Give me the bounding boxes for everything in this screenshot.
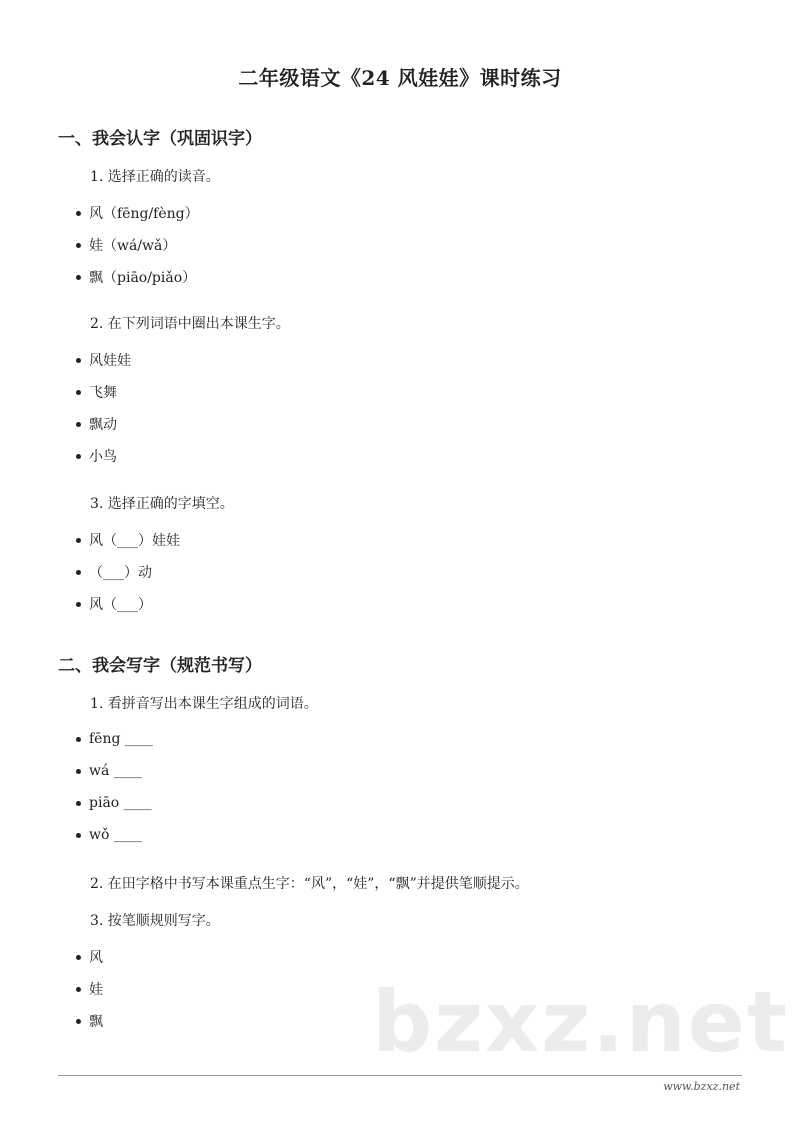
- list-item: [76, 414, 117, 434]
- question-2-1: 1. 看拼音写出本课生字组成的词语。: [90, 696, 318, 712]
- list-item-text: 风（fēng/fèng）: [89, 206, 199, 222]
- list-item-text: wǒ ____: [89, 827, 142, 843]
- list-item-text: 娃（wá/wǎ）: [89, 238, 177, 254]
- bullet-dot: [76, 769, 81, 774]
- list-item-text: 风: [89, 950, 103, 966]
- bullet-dot: [76, 390, 81, 395]
- list-item: [76, 562, 152, 582]
- bullet-dot: [76, 1019, 81, 1024]
- bullet-dot: [76, 275, 81, 280]
- page-title: 二年级语文《24 风娃娃》课时练习: [238, 66, 562, 90]
- bullet-dot: [76, 801, 81, 806]
- list-item: [76, 795, 152, 811]
- list-item: [76, 350, 131, 370]
- list-item: [76, 267, 196, 287]
- list-item: [76, 235, 176, 255]
- list-item-text: 风（___）娃娃: [89, 533, 180, 549]
- bullet-dot: [76, 243, 81, 248]
- list-item: [76, 446, 117, 466]
- bullet-dot: [76, 955, 81, 960]
- list-item: [76, 530, 180, 550]
- list-item: [76, 594, 152, 614]
- list-item-text: wá ____: [89, 763, 142, 779]
- question-2-3: 3. 按笔顺规则写字。: [90, 913, 220, 929]
- bullet-dot: [76, 987, 81, 992]
- bullet-dot: [76, 538, 81, 543]
- question-2-2: 2. 在田字格中书写本课重点生字：“风”，“娃”，“飘”并提供笔顺提示。: [90, 876, 529, 892]
- section-heading-2: 二、我会写字（规范书写）: [58, 656, 262, 676]
- list-item-text: 风（___）: [89, 597, 152, 613]
- list-item-text: piāo ____: [89, 795, 152, 811]
- list-item-text: 娃: [89, 982, 103, 998]
- list-item-text: fēng ____: [89, 731, 153, 747]
- bullet-dot: [76, 737, 81, 742]
- list-item: [76, 731, 153, 747]
- list-item-text: 飘: [89, 1014, 103, 1030]
- question-1-3: 3. 选择正确的字填空。: [90, 496, 234, 512]
- list-item-text: 风娃娃: [89, 353, 131, 369]
- footer-divider: [58, 1075, 742, 1076]
- list-item: [76, 979, 103, 999]
- list-item-text: 飞舞: [89, 385, 117, 401]
- list-item-text: （___）动: [89, 565, 152, 581]
- list-item: [76, 827, 142, 843]
- list-item: [76, 763, 142, 779]
- list-item: [76, 947, 103, 967]
- footer-url: www.bzxz.net: [663, 1080, 740, 1093]
- question-1-1: 1. 选择正确的读音。: [90, 169, 220, 185]
- bullet-dot: [76, 833, 81, 838]
- bullet-dot: [76, 211, 81, 216]
- bullet-dot: [76, 570, 81, 575]
- question-1-2: 2. 在下列词语中圈出本课生字。: [90, 316, 290, 332]
- bullet-dot: [76, 422, 81, 427]
- bullet-dot: [76, 602, 81, 607]
- list-item-text: 飘动: [89, 417, 117, 433]
- list-item-text: 飘（piāo/piǎo）: [89, 270, 197, 286]
- list-item: [76, 1011, 103, 1031]
- bullet-dot: [76, 358, 81, 363]
- list-item: [76, 203, 199, 223]
- section-heading-1: 一、我会认字（巩固识字）: [58, 129, 262, 149]
- list-item-text: 小鸟: [89, 449, 117, 465]
- list-item: [76, 382, 117, 402]
- watermark-logo: bzxz.net: [372, 973, 789, 1071]
- bullet-dot: [76, 454, 81, 459]
